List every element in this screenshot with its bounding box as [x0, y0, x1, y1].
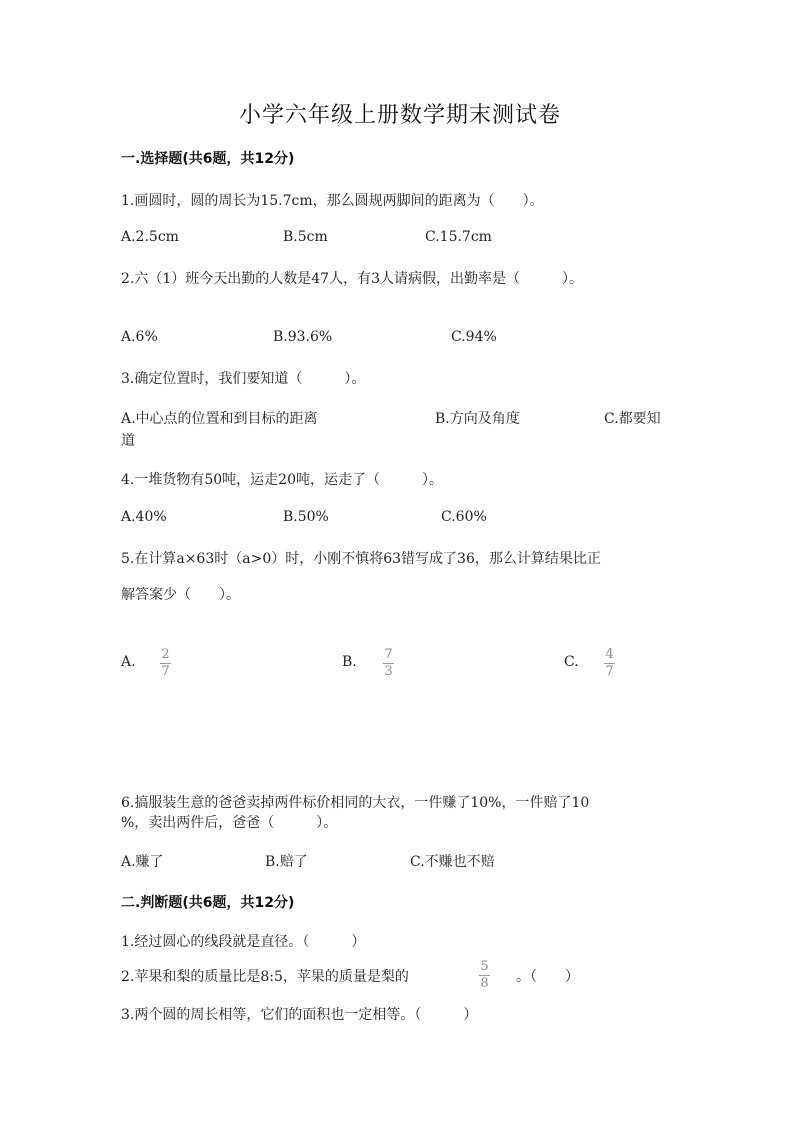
- question-3-option-b: B.方向及角度: [435, 411, 520, 427]
- question-3-option-c-wrap: 道: [121, 433, 135, 449]
- fraction-denominator: 3: [384, 664, 393, 679]
- judgment-question-1-text: 1.经过圆心的线段就是直径。（ ）: [121, 934, 366, 950]
- question-4-text: 4.一堆货物有50吨，运走20吨，运走了（ ）。: [121, 472, 443, 488]
- question-3-option-c: C.都要知: [604, 411, 661, 427]
- question-2-option-c: C.94%: [451, 329, 497, 345]
- page-title: 小学六年级上册数学期末测试卷: [238, 103, 561, 128]
- question-5-option-c-label: C.: [564, 654, 579, 670]
- section-heading-choice: 一.选择题(共6题，共12分): [121, 151, 295, 167]
- fraction-numerator: 7: [384, 647, 393, 662]
- question-4-option-c: C.60%: [441, 509, 487, 525]
- question-4-option-b: B.50%: [283, 509, 329, 525]
- judgment-question-2-text: 2.苹果和梨的质量比是8:5，苹果的质量是梨的: [121, 969, 409, 985]
- question-6-text-line-2: %，卖出两件后，爸爸（ ）。: [121, 815, 338, 831]
- question-1-option-b: B.5cm: [283, 229, 328, 245]
- question-1-option-a: A.2.5cm: [121, 229, 179, 245]
- fraction-numerator: 5: [480, 959, 489, 974]
- fraction-denominator: 8: [480, 976, 489, 991]
- question-2-text: 2.六（1）班今天出勤的人数是47人，有3人请病假，出勤率是（ ）。: [121, 271, 583, 287]
- question-5-option-b-fraction: [383, 648, 394, 679]
- fraction-numerator: 4: [605, 647, 614, 662]
- question-5-option-a-label: A.: [121, 654, 136, 670]
- question-5-option-b-label: B.: [342, 654, 357, 670]
- question-1-text: 1.画圆时，圆的周长为15.7cm，那么圆规两脚间的距离为（ ）。: [121, 193, 544, 209]
- judgment-question-2-suffix: 。（ ）: [516, 969, 579, 985]
- judgment-question-3-text: 3.两个圆的周长相等，它们的面积也一定相等。（ ）: [121, 1007, 478, 1023]
- fraction-denominator: 7: [605, 664, 614, 679]
- question-6-option-b: B.赔了: [265, 854, 308, 870]
- question-2-option-b: B.93.6%: [273, 329, 333, 345]
- question-5-option-a-fraction: [160, 648, 171, 679]
- fraction-numerator: 2: [161, 647, 170, 662]
- question-1-option-c: C.15.7cm: [425, 229, 492, 245]
- question-6-option-a: A.赚了: [121, 854, 164, 870]
- question-4-option-a: A.40%: [121, 509, 167, 525]
- question-5-option-c-fraction: [604, 648, 615, 679]
- question-5-text-line-2: 解答案少（ ）。: [121, 587, 240, 603]
- question-3-option-a: A.中心点的位置和到目标的距离: [121, 411, 318, 427]
- question-6-text-line-1: 6.搞服装生意的爸爸卖掉两件标价相同的大衣，一件赚了10%，一件赔了10: [121, 795, 590, 811]
- question-3-text: 3.确定位置时，我们要知道（ ）。: [121, 371, 366, 387]
- section-heading-judgment: 二.判断题(共6题，共12分): [121, 895, 295, 911]
- question-5-text-line-1: 5.在计算a×63时（a>0）时，小刚不慎将63错写成了36，那么计算结果比正: [121, 551, 601, 567]
- judgment-question-2-fraction: [479, 960, 490, 991]
- fraction-denominator: 7: [161, 664, 170, 679]
- question-6-option-c: C.不赚也不赔: [410, 854, 495, 870]
- question-2-option-a: A.6%: [121, 329, 158, 345]
